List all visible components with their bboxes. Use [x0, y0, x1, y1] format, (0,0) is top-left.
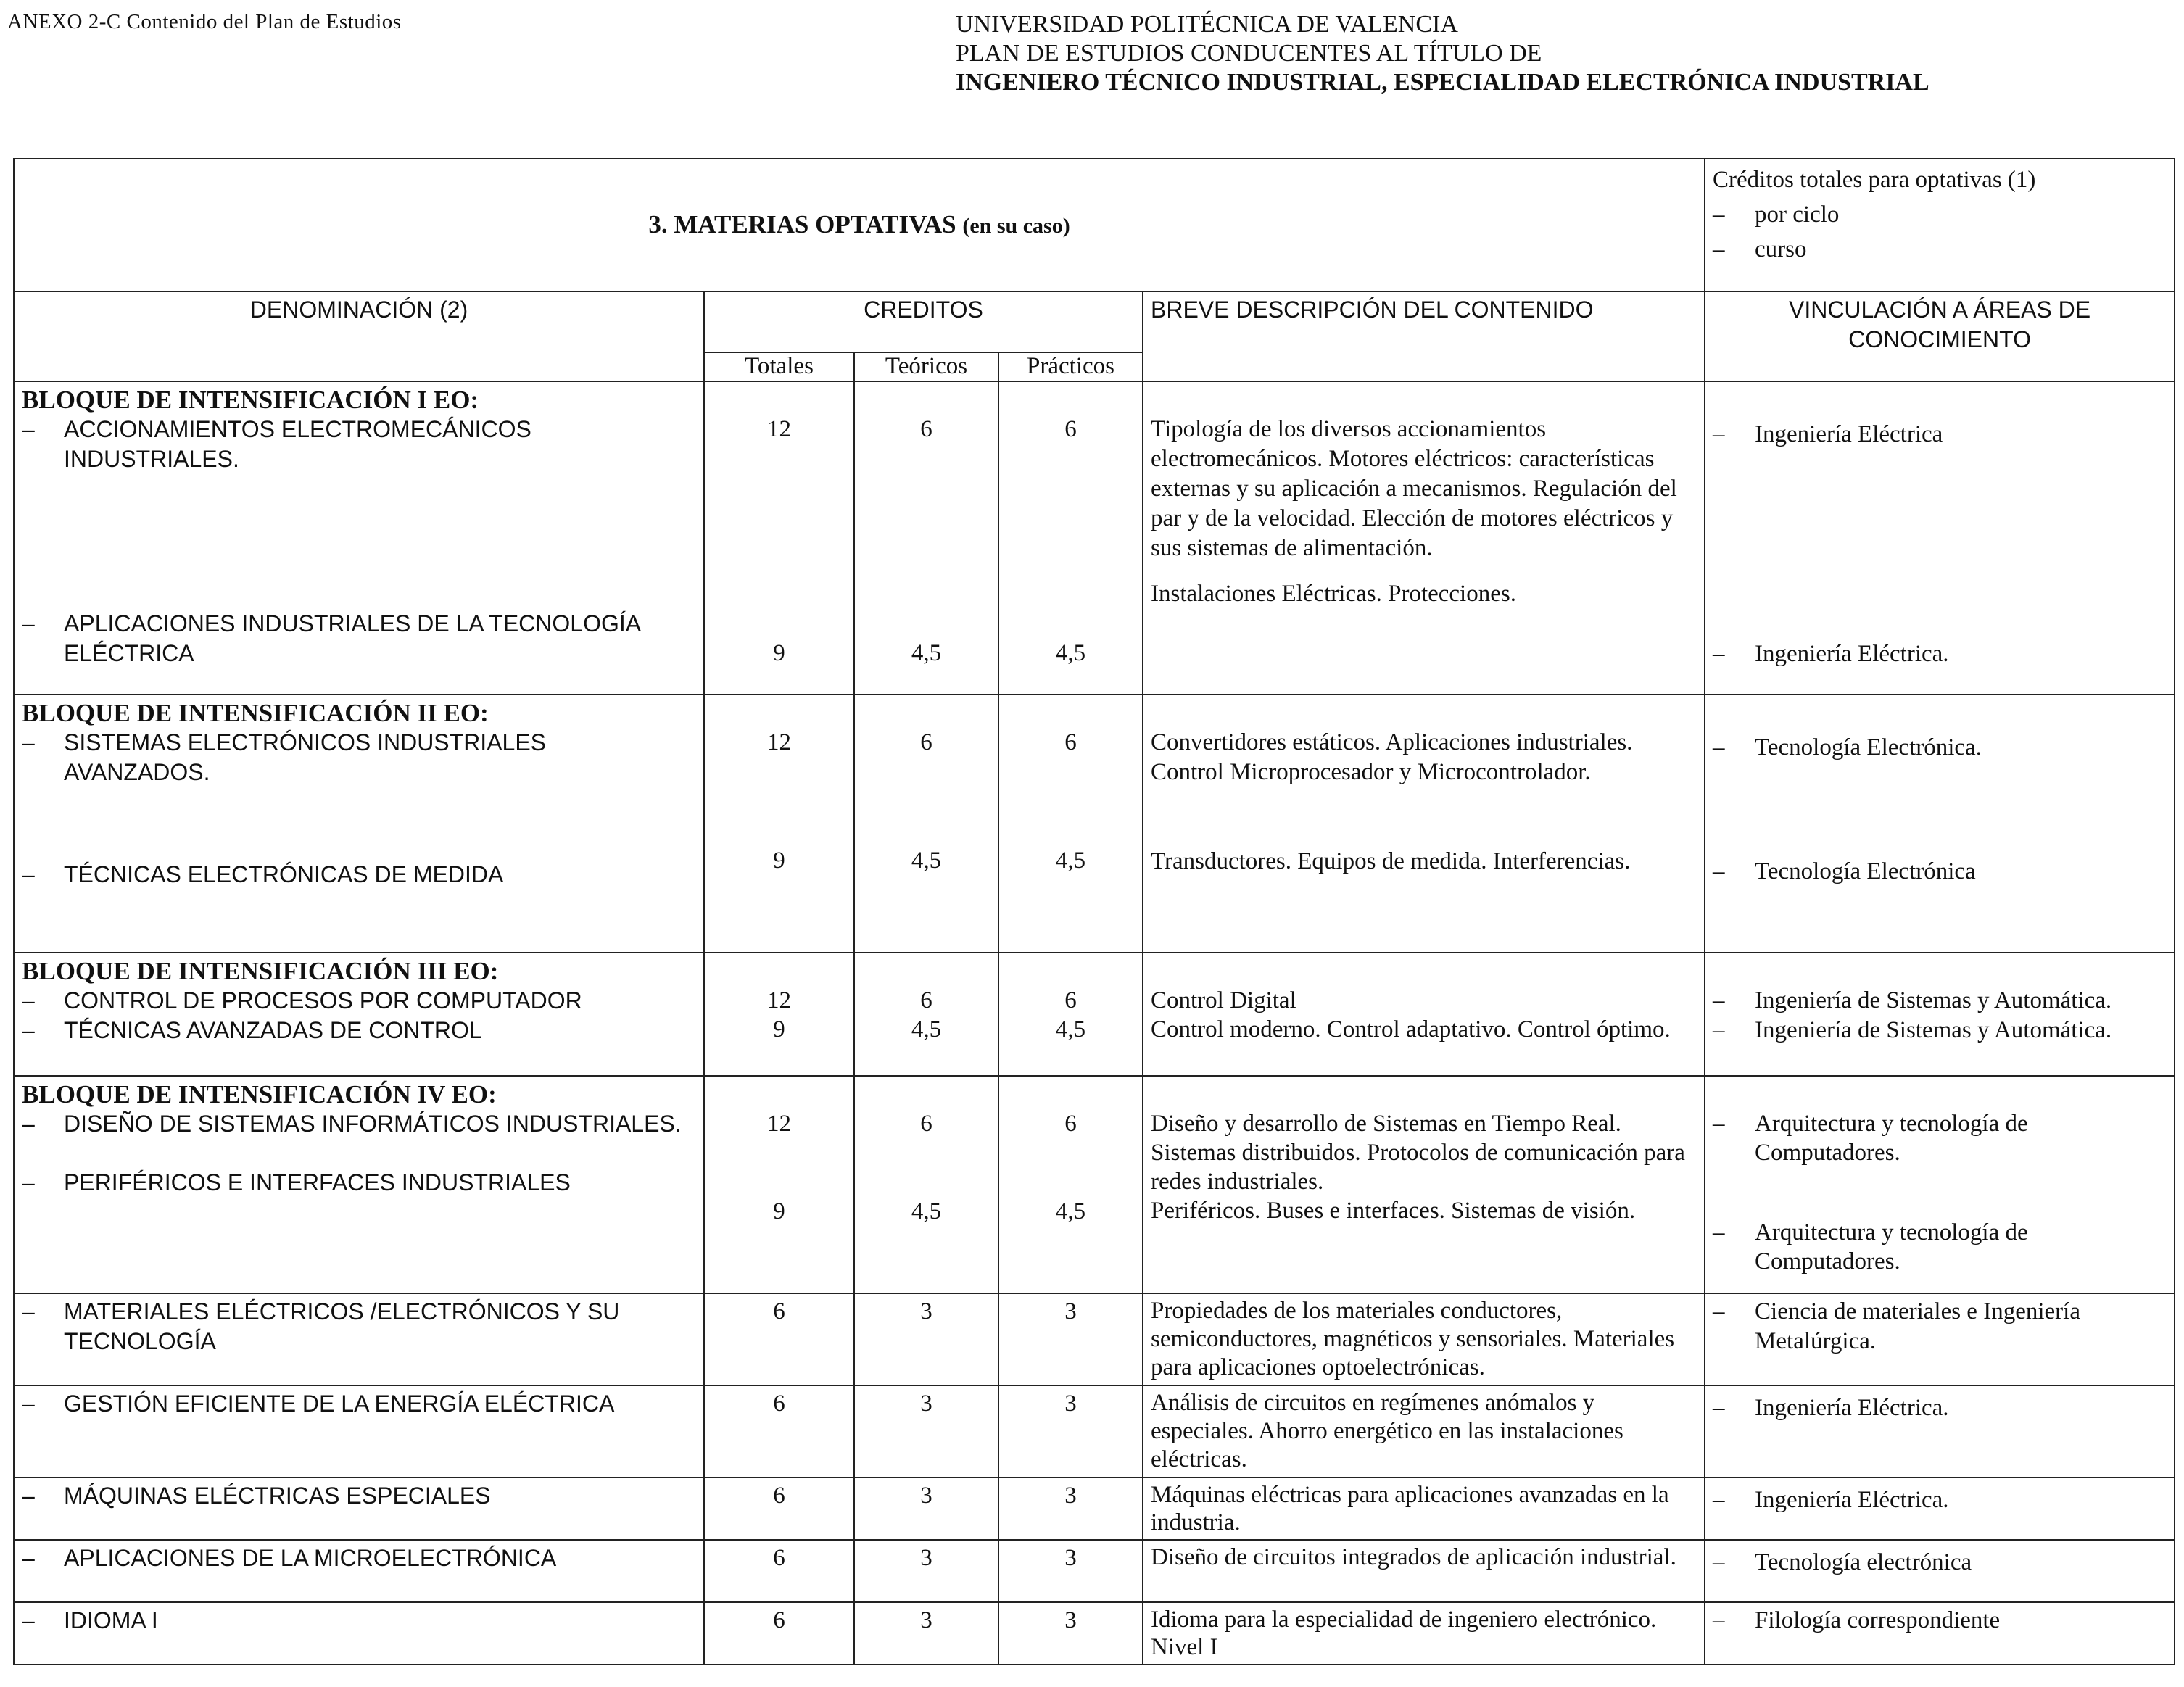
- dash: –: [22, 1111, 35, 1137]
- university-name: UNIVERSIDAD POLITÉCNICA DE VALENCIA: [956, 11, 1458, 38]
- subject-description: Control Digital: [1151, 987, 1296, 1014]
- subject-row: [14, 1293, 2175, 1385]
- knowledge-area: – Filología correspondiente: [1713, 1606, 2167, 1636]
- dash: –: [22, 1390, 35, 1417]
- credits-total: 6: [704, 1385, 854, 1477]
- block-row: [14, 953, 2175, 1076]
- subject-description: Periféricos. Buses e interfaces. Sistemas de visión.: [1151, 1198, 1636, 1224]
- block-row: [14, 1076, 2175, 1293]
- credits-theory: 3: [854, 1385, 998, 1477]
- block-row: [14, 381, 2175, 695]
- optional-subjects-table: [13, 158, 2174, 1665]
- dash: –: [1713, 1487, 1725, 1513]
- credits-total: 6: [704, 1602, 854, 1665]
- dash: –: [22, 1017, 35, 1043]
- credits-theory: 6: [920, 729, 932, 755]
- credits-practice: 3: [998, 1602, 1143, 1665]
- knowledge-area: – Ingeniería de Sistemas y Automática.: [1713, 986, 2167, 1016]
- credits-practice: 4,5: [1055, 847, 1086, 874]
- subject-description: Instalaciones Eléctricas. Protecciones.: [1151, 581, 1516, 607]
- dash: –: [22, 1483, 35, 1509]
- knowledge-area: – Tecnología electrónica: [1713, 1548, 2167, 1578]
- credits-practice: 6: [1064, 729, 1077, 755]
- subject-description: Análisis de circuitos en regímenes anómalos y especiales. Ahorro energético en las instalaciones eléctricas.: [1143, 1385, 1705, 1477]
- credits-total: 9: [773, 1198, 785, 1224]
- subject-row: [14, 1477, 2175, 1540]
- dash: –: [1713, 641, 1725, 667]
- dash: –: [22, 1607, 35, 1633]
- block-row: [14, 695, 2175, 953]
- plan-title: PLAN DE ESTUDIOS CONDUCENTES AL TÍTULO DE: [956, 40, 1542, 67]
- subject-name: – APLICACIONES INDUSTRIALES DE LA TECNOLOGÍA ELÉCTRICA: [22, 610, 640, 666]
- credits-total: 12: [767, 729, 791, 755]
- credits-total: 6: [704, 1540, 854, 1602]
- section-title: [14, 159, 1705, 291]
- subject-description: Diseño de circuitos integrados de aplicación industrial.: [1143, 1540, 1705, 1602]
- dash: –: [22, 1298, 35, 1325]
- credits-practice: 6: [1064, 1111, 1077, 1137]
- credits-per-course: curso: [1755, 236, 1807, 262]
- knowledge-area: – Ingeniería Eléctrica.: [1713, 1393, 2167, 1423]
- credits-theory: 6: [920, 416, 932, 442]
- knowledge-area: – Tecnología Electrónica: [1713, 857, 2167, 887]
- dash: –: [22, 1545, 35, 1571]
- header-totales: Totales: [704, 352, 854, 381]
- subject-name: – SISTEMAS ELECTRÓNICOS INDUSTRIALES AVANZADOS.: [22, 729, 547, 785]
- credits-total: 12: [767, 1111, 791, 1137]
- credits-per-cycle: por ciclo: [1755, 202, 1840, 228]
- dash: –: [1713, 987, 1725, 1014]
- section-title-suffix: (en su caso): [962, 214, 1070, 238]
- dash: –: [22, 610, 35, 637]
- credits-theory: 4,5: [911, 1016, 942, 1043]
- block-title: BLOQUE DE INTENSIFICACIÓN III EO:: [22, 957, 499, 985]
- subject-description: Convertidores estáticos. Aplicaciones industriales. Control Microprocesador y Microcontrolador.: [1151, 729, 1633, 785]
- dash: –: [1713, 1395, 1725, 1421]
- dash: –: [1713, 421, 1725, 447]
- subject-name: – PERIFÉRICOS E INTERFACES INDUSTRIALES: [22, 1168, 696, 1198]
- credits-theory: 4,5: [911, 1198, 942, 1224]
- subject-description: Transductores. Equipos de medida. Interferencias.: [1151, 848, 1631, 874]
- degree-title: INGENIERO TÉCNICO INDUSTRIAL, ESPECIALIDAD ELECTRÓNICA INDUSTRIAL: [956, 69, 1929, 96]
- subject-name: – MÁQUINAS ELÉCTRICAS ESPECIALES: [22, 1481, 696, 1511]
- knowledge-area: – Tecnología Electrónica.: [1713, 733, 2167, 763]
- dash: –: [1713, 202, 1725, 228]
- credits-practice: 3: [998, 1540, 1143, 1602]
- credits-theory: 3: [854, 1477, 998, 1540]
- subject-row: [14, 1540, 2175, 1602]
- credits-box-title: Créditos totales para optativas (1): [1713, 167, 2036, 193]
- credits-theory: 4,5: [911, 847, 942, 874]
- subject-description: Máquinas eléctricas para aplicaciones avanzadas en la industria.: [1143, 1477, 1705, 1540]
- knowledge-area: – Arquitectura y tecnología de Computadores.: [1713, 1219, 2028, 1274]
- subject-name: – TÉCNICAS AVANZADAS DE CONTROL: [22, 1016, 696, 1045]
- credits-theory: 6: [920, 987, 932, 1014]
- header-practicos: Prácticos: [998, 352, 1143, 381]
- dash: –: [1713, 1549, 1725, 1575]
- header-creditos: CREDITOS: [704, 291, 1143, 352]
- knowledge-area: – Ingeniería Eléctrica.: [1713, 1485, 2167, 1515]
- block-title: BLOQUE DE INTENSIFICACIÓN IV EO:: [22, 1080, 497, 1108]
- block-title: BLOQUE DE INTENSIFICACIÓN I EO:: [22, 386, 479, 414]
- dash: –: [22, 416, 35, 442]
- header-vinculacion: VINCULACIÓN A ÁREAS DE CONOCIMIENTO: [1705, 291, 2175, 381]
- subject-name: – DISEÑO DE SISTEMAS INFORMÁTICOS INDUSTRIALES.: [22, 1109, 696, 1139]
- knowledge-area: – Ingeniería de Sistemas y Automática.: [1713, 1016, 2167, 1045]
- dash: –: [1713, 1298, 1725, 1325]
- header-descripcion: BREVE DESCRIPCIÓN DEL CONTENIDO: [1143, 291, 1705, 381]
- credits-box: [1705, 159, 2175, 291]
- subject-row: [14, 1385, 2175, 1477]
- header-teoricos: Teóricos: [854, 352, 998, 381]
- dash: –: [22, 1169, 35, 1195]
- dash: –: [1713, 1607, 1725, 1633]
- credits-total: 6: [704, 1477, 854, 1540]
- credits-practice: 3: [998, 1293, 1143, 1385]
- document-heading: [956, 10, 1929, 97]
- credits-total: 9: [773, 640, 785, 666]
- subject-name: – IDIOMA I: [22, 1606, 696, 1636]
- header-denominacion: DENOMINACIÓN (2): [14, 291, 704, 381]
- knowledge-area: – Ingeniería Eléctrica.: [1713, 639, 2167, 669]
- knowledge-area: – Arquitectura y tecnología de Computadores.: [1713, 1111, 2028, 1166]
- subject-description: Idioma para la especialidad de ingeniero electrónico. Nivel I: [1143, 1602, 1705, 1665]
- credits-practice: 3: [998, 1385, 1143, 1477]
- credits-practice: 4,5: [1055, 1016, 1086, 1043]
- credits-practice: 6: [1064, 987, 1077, 1014]
- subject-description: Propiedades de los materiales conductores, semiconductores, magnéticos y sensoriales. Materiales para aplicaciones optoelectrónicas.: [1143, 1293, 1705, 1385]
- block-title: BLOQUE DE INTENSIFICACIÓN II EO:: [22, 699, 489, 727]
- dash: –: [22, 861, 35, 887]
- credits-practice: 6: [1064, 416, 1077, 442]
- credits-theory: 6: [920, 1111, 932, 1137]
- dash: –: [1713, 1111, 1725, 1137]
- dash: –: [1713, 734, 1725, 760]
- credits-practice: 3: [998, 1477, 1143, 1540]
- credits-total: 12: [767, 416, 791, 442]
- dash: –: [1713, 1219, 1725, 1245]
- credits-practice: 4,5: [1055, 1198, 1086, 1224]
- subject-description: Tipología de los diversos accionamientos electromecánicos. Motores eléctricos: características externas y su aplicación a mecanismos. Regulación del par y de la velocidad. Elección de motores eléctricos y sus sistemas de alimentación.: [1151, 416, 1677, 561]
- subject-name: – APLICACIONES DE LA MICROELECTRÓNICA: [22, 1543, 696, 1573]
- dash: –: [1713, 858, 1725, 884]
- knowledge-area: – Ingeniería Eléctrica: [1713, 420, 2167, 449]
- credits-total: 6: [704, 1293, 854, 1385]
- dash: –: [1713, 1017, 1725, 1043]
- subject-name: – MATERIALES ELÉCTRICOS /ELECTRÓNICOS Y SU TECNOLOGÍA: [22, 1298, 620, 1354]
- credits-total: 9: [773, 847, 785, 874]
- dash: –: [22, 987, 35, 1014]
- dash: –: [1713, 236, 1725, 262]
- credits-theory: 3: [854, 1540, 998, 1602]
- dash: –: [22, 729, 35, 755]
- credits-practice: 4,5: [1055, 640, 1086, 666]
- subject-description: Diseño y desarrollo de Sistemas en Tiempo Real. Sistemas distribuidos. Protocolos de comunicación para redes industriales.: [1151, 1111, 1685, 1195]
- credits-theory: 3: [854, 1293, 998, 1385]
- section-title-text: 3. MATERIAS OPTATIVAS: [648, 210, 956, 239]
- subject-name: – GESTIÓN EFICIENTE DE LA ENERGÍA ELÉCTRICA: [22, 1389, 696, 1419]
- annex-label: ANEXO 2-C Contenido del Plan de Estudios: [7, 10, 402, 33]
- subject-name: – CONTROL DE PROCESOS POR COMPUTADOR: [22, 986, 696, 1016]
- subject-name: – ACCIONAMIENTOS ELECTROMECÁNICOS INDUSTRIALES.: [22, 416, 531, 472]
- credits-theory: 3: [854, 1602, 998, 1665]
- credits-total: 9: [773, 1016, 785, 1043]
- subject-row: [14, 1602, 2175, 1665]
- credits-theory: 4,5: [911, 640, 942, 666]
- credits-total: 12: [767, 987, 791, 1014]
- subject-description: Control moderno. Control adaptativo. Control óptimo.: [1151, 1016, 1671, 1043]
- subject-name: – TÉCNICAS ELECTRÓNICAS DE MEDIDA: [22, 860, 696, 890]
- knowledge-area: – Ciencia de materiales e Ingeniería Metalúrgica.: [1713, 1298, 2080, 1354]
